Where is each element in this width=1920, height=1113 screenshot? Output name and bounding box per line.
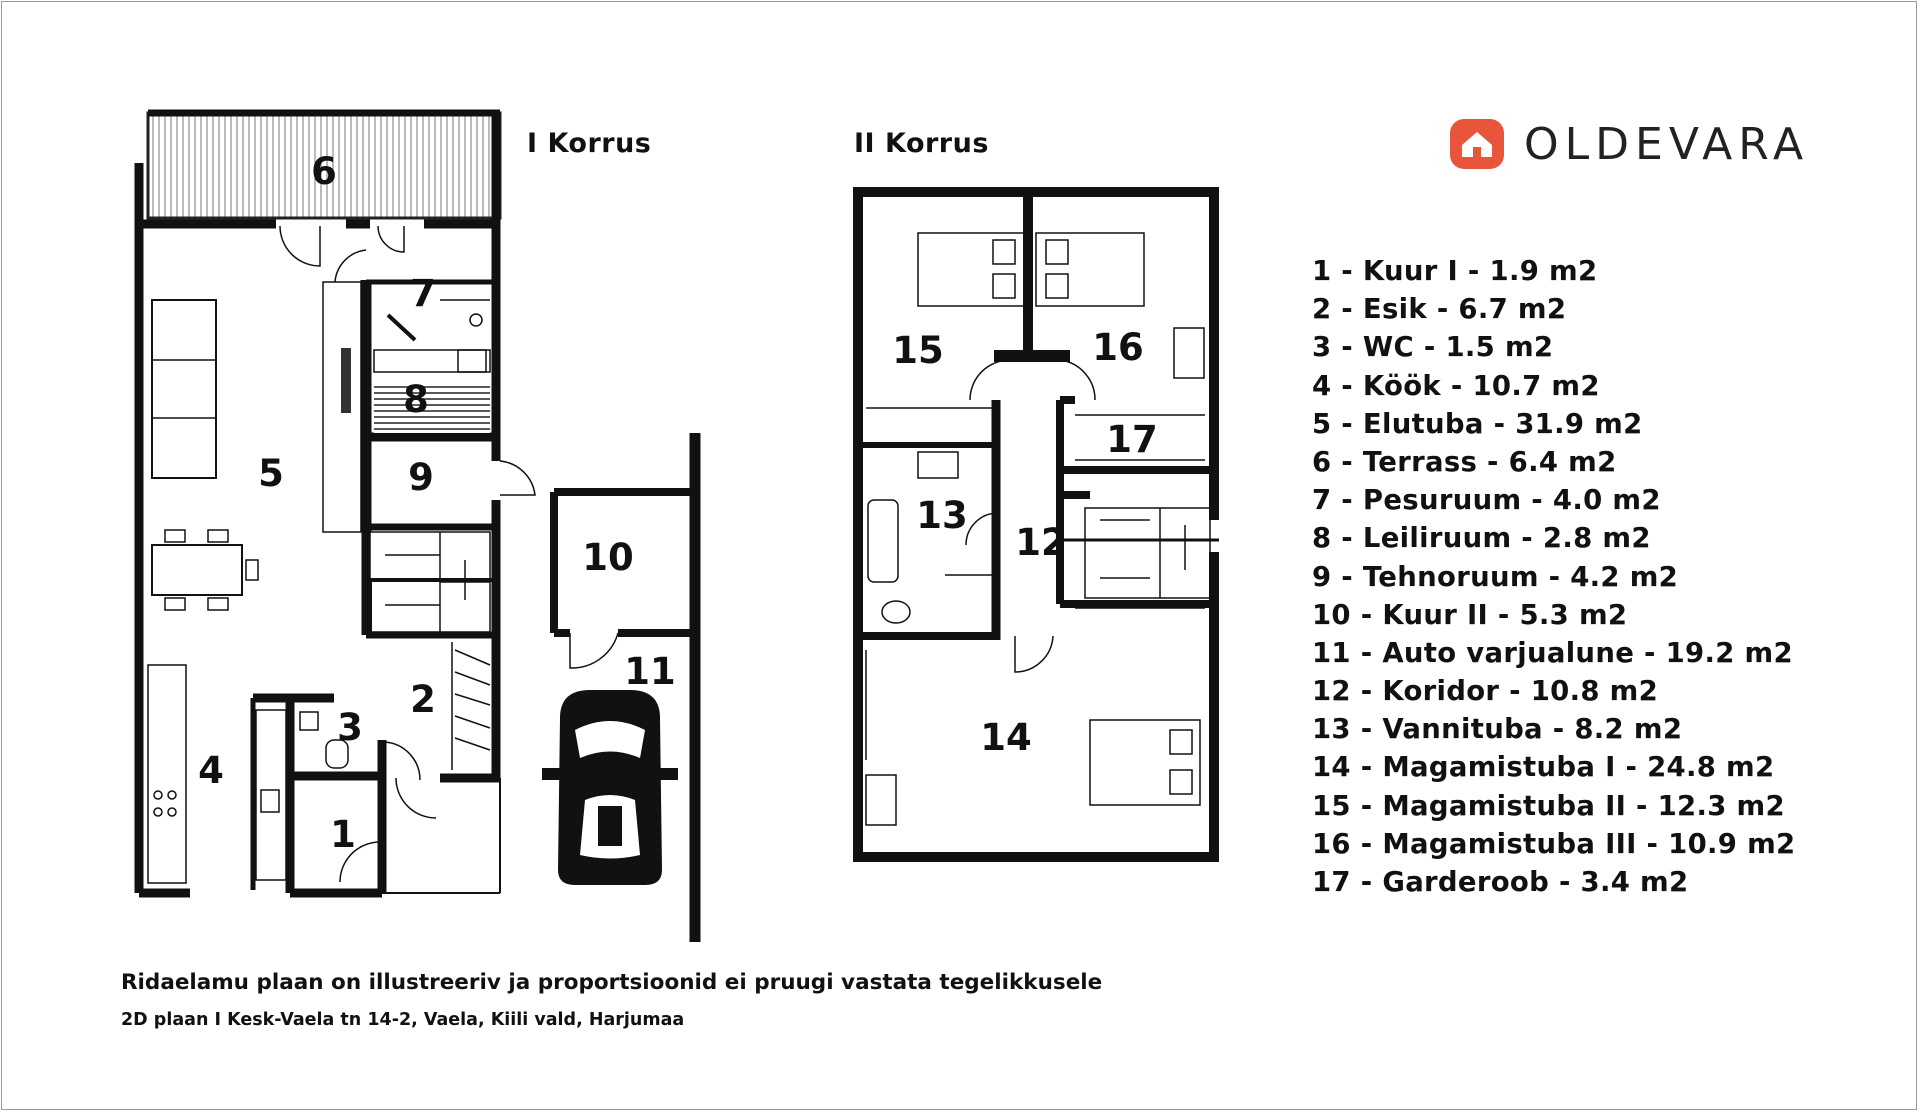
room-legend bbox=[1312, 252, 1795, 901]
room-label-17: 17 bbox=[1106, 418, 1158, 461]
legend-item: 4 - Köök - 10.7 m2 bbox=[1312, 369, 1600, 402]
legend-item: 14 - Magamistuba I - 24.8 m2 bbox=[1312, 751, 1775, 784]
room-label-11: 11 bbox=[624, 650, 676, 693]
legend-item: 12 - Koridor - 10.8 m2 bbox=[1312, 675, 1659, 708]
bed-room-14 bbox=[1090, 720, 1200, 805]
legend-item: 8 - Leiliruum - 2.8 m2 bbox=[1312, 522, 1651, 555]
room-label-16: 16 bbox=[1092, 326, 1144, 369]
room-label-8: 8 bbox=[403, 378, 429, 421]
room-label-5: 5 bbox=[258, 452, 284, 495]
dining-table bbox=[152, 545, 242, 595]
room-label-6: 6 bbox=[311, 150, 337, 193]
second-floor-stairs bbox=[1085, 508, 1210, 598]
sauna-bench bbox=[374, 383, 490, 433]
bed-room-16 bbox=[1036, 233, 1144, 306]
legend-item: 17 - Garderoob - 3.4 m2 bbox=[1312, 866, 1689, 898]
room-label-1: 1 bbox=[330, 813, 356, 856]
brand-name: OLDEVARA bbox=[1524, 118, 1810, 170]
room-labels bbox=[198, 150, 1158, 856]
disclaimer-text: Ridaelamu plaan on illustreeriv ja proportsioonid ei pruugi vastata tegelikkusele bbox=[121, 970, 1103, 995]
legend-item: 16 - Magamistuba III - 10.9 m2 bbox=[1312, 827, 1796, 860]
legend-item: 10 - Kuur II - 5.3 m2 bbox=[1312, 598, 1628, 631]
esik-wardrobe bbox=[452, 642, 490, 770]
second-floor-title: II Korrus bbox=[854, 128, 989, 159]
legend-item: 9 - Tehnoruum - 4.2 m2 bbox=[1312, 560, 1679, 593]
legend-item: 1 - Kuur I - 1.9 m2 bbox=[1312, 255, 1598, 287]
first-floor-title: I Korrus bbox=[527, 128, 652, 159]
legend-item: 2 - Esik - 6.7 m2 bbox=[1312, 293, 1567, 326]
legend-item: 5 - Elutuba - 31.9 m2 bbox=[1312, 407, 1643, 440]
legend-item: 13 - Vannituba - 8.2 m2 bbox=[1312, 713, 1683, 746]
room-label-14: 14 bbox=[980, 716, 1032, 759]
sofa bbox=[152, 300, 216, 478]
brand-logo bbox=[1448, 114, 1809, 174]
legend-item: 7 - Pesuruum - 4.0 m2 bbox=[1312, 484, 1661, 517]
sink bbox=[918, 452, 958, 478]
legend-item: 3 - WC - 1.5 m2 bbox=[1312, 331, 1554, 364]
room-label-2: 2 bbox=[410, 678, 436, 721]
kitchen-counter bbox=[148, 665, 186, 883]
bed-room-15 bbox=[918, 233, 1026, 306]
house-logo-icon bbox=[1448, 115, 1506, 173]
room-label-4: 4 bbox=[198, 749, 224, 792]
address-text: 2D plaan I Kesk-Vaela tn 14-2, Vaela, Kiili vald, Harjumaa bbox=[121, 1010, 685, 1030]
second-floor-doors bbox=[966, 360, 1095, 672]
toilet bbox=[882, 601, 910, 623]
room-label-9: 9 bbox=[408, 456, 434, 499]
room-label-15: 15 bbox=[892, 329, 944, 372]
room-label-10: 10 bbox=[582, 536, 634, 579]
room-label-12: 12 bbox=[1015, 521, 1067, 564]
room-label-3: 3 bbox=[337, 706, 363, 749]
bathtub bbox=[868, 500, 898, 582]
room-label-13: 13 bbox=[916, 494, 968, 537]
legend-item: 15 - Magamistuba II - 12.3 m2 bbox=[1312, 789, 1785, 822]
car-icon bbox=[542, 690, 678, 885]
legend-item: 11 - Auto varjualune - 19.2 m2 bbox=[1312, 636, 1793, 669]
legend-item: 6 - Terrass - 6.4 m2 bbox=[1312, 445, 1617, 478]
room-label-7: 7 bbox=[410, 272, 436, 315]
